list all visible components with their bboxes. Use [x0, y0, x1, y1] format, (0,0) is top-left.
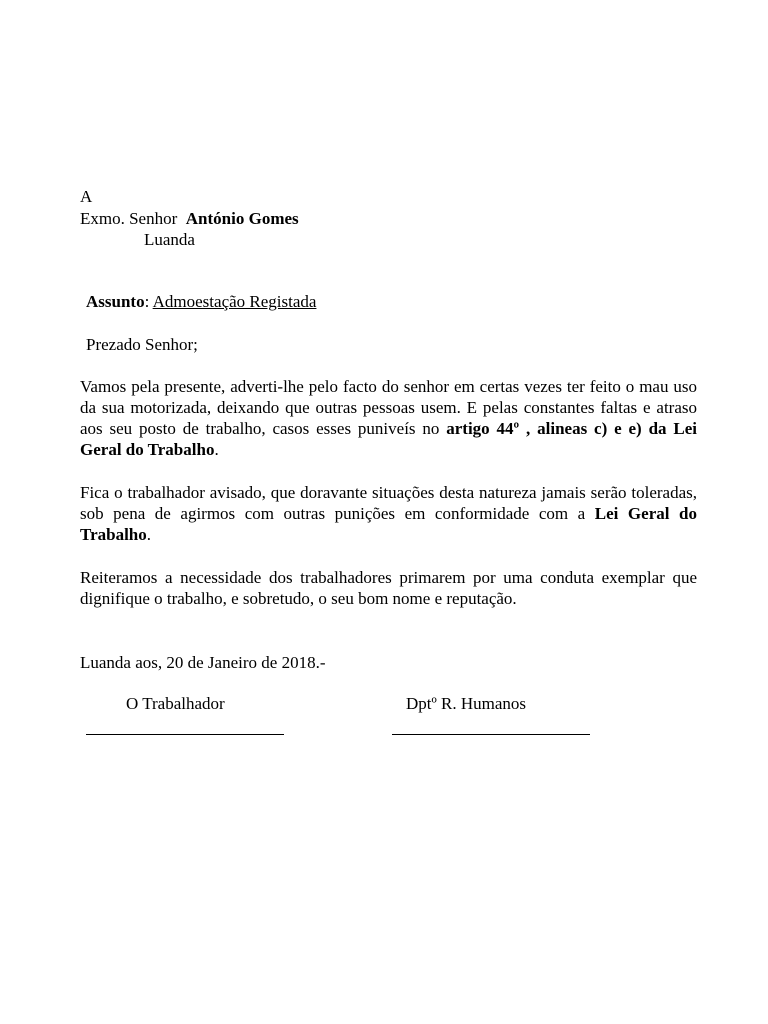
greeting: Prezado Senhor;	[86, 335, 198, 354]
paragraph-2-text: Fica o trabalhador avisado, que doravante situações desta natureza jamais serão toleradas, sob pena de agirmos com outras punições em conformidade com a	[80, 483, 697, 523]
recipient-line	[80, 208, 299, 229]
paragraph-1-end: .	[214, 440, 219, 459]
subject-text: Admoestação Registada	[152, 292, 317, 311]
paragraph-3-text: Reiteramos a necessidade dos trabalhadores primarem por uma conduta exemplar que dignifique o trabalho, e sobretudo, o seu bom nome e reputação.	[80, 568, 697, 608]
signature-hr-line	[392, 734, 590, 735]
paragraph-1-bold: artigo 44º , alineas c) e e) da Lei Geral do Trabalho	[80, 419, 697, 459]
recipient-name: António Gomes	[185, 209, 299, 228]
body-paragraph-3	[80, 567, 697, 609]
body-paragraph-2	[80, 482, 697, 545]
subject-line	[86, 291, 316, 312]
signature-worker-line	[86, 734, 284, 735]
recipient-city: Luanda	[144, 230, 195, 249]
recipient-salutation: Exmo. Senhor	[80, 209, 178, 228]
paragraph-2-end: .	[146, 525, 152, 544]
subject-separator: :	[144, 292, 150, 311]
body-paragraph-1	[80, 376, 697, 460]
date-line: Luanda aos, 20 de Janeiro de 2018.-	[80, 653, 326, 672]
signature-hr-label: Dptº R. Humanos	[406, 694, 527, 713]
paragraph-2-bold: Lei Geral do Trabalho	[80, 504, 697, 544]
recipient-prefix: A	[80, 187, 93, 206]
paragraph-1-text: Vamos pela presente, adverti-lhe pelo facto do senhor em certas vezes ter feito o mau uso da sua motorizada, deixando que outras pessoas usem. E pelas constantes faltas e atraso aos seu posto de trabalho, casos esses puniveís no	[80, 377, 697, 438]
subject-label: Assunto	[86, 292, 145, 311]
signature-worker-label: O Trabalhador	[126, 694, 225, 713]
